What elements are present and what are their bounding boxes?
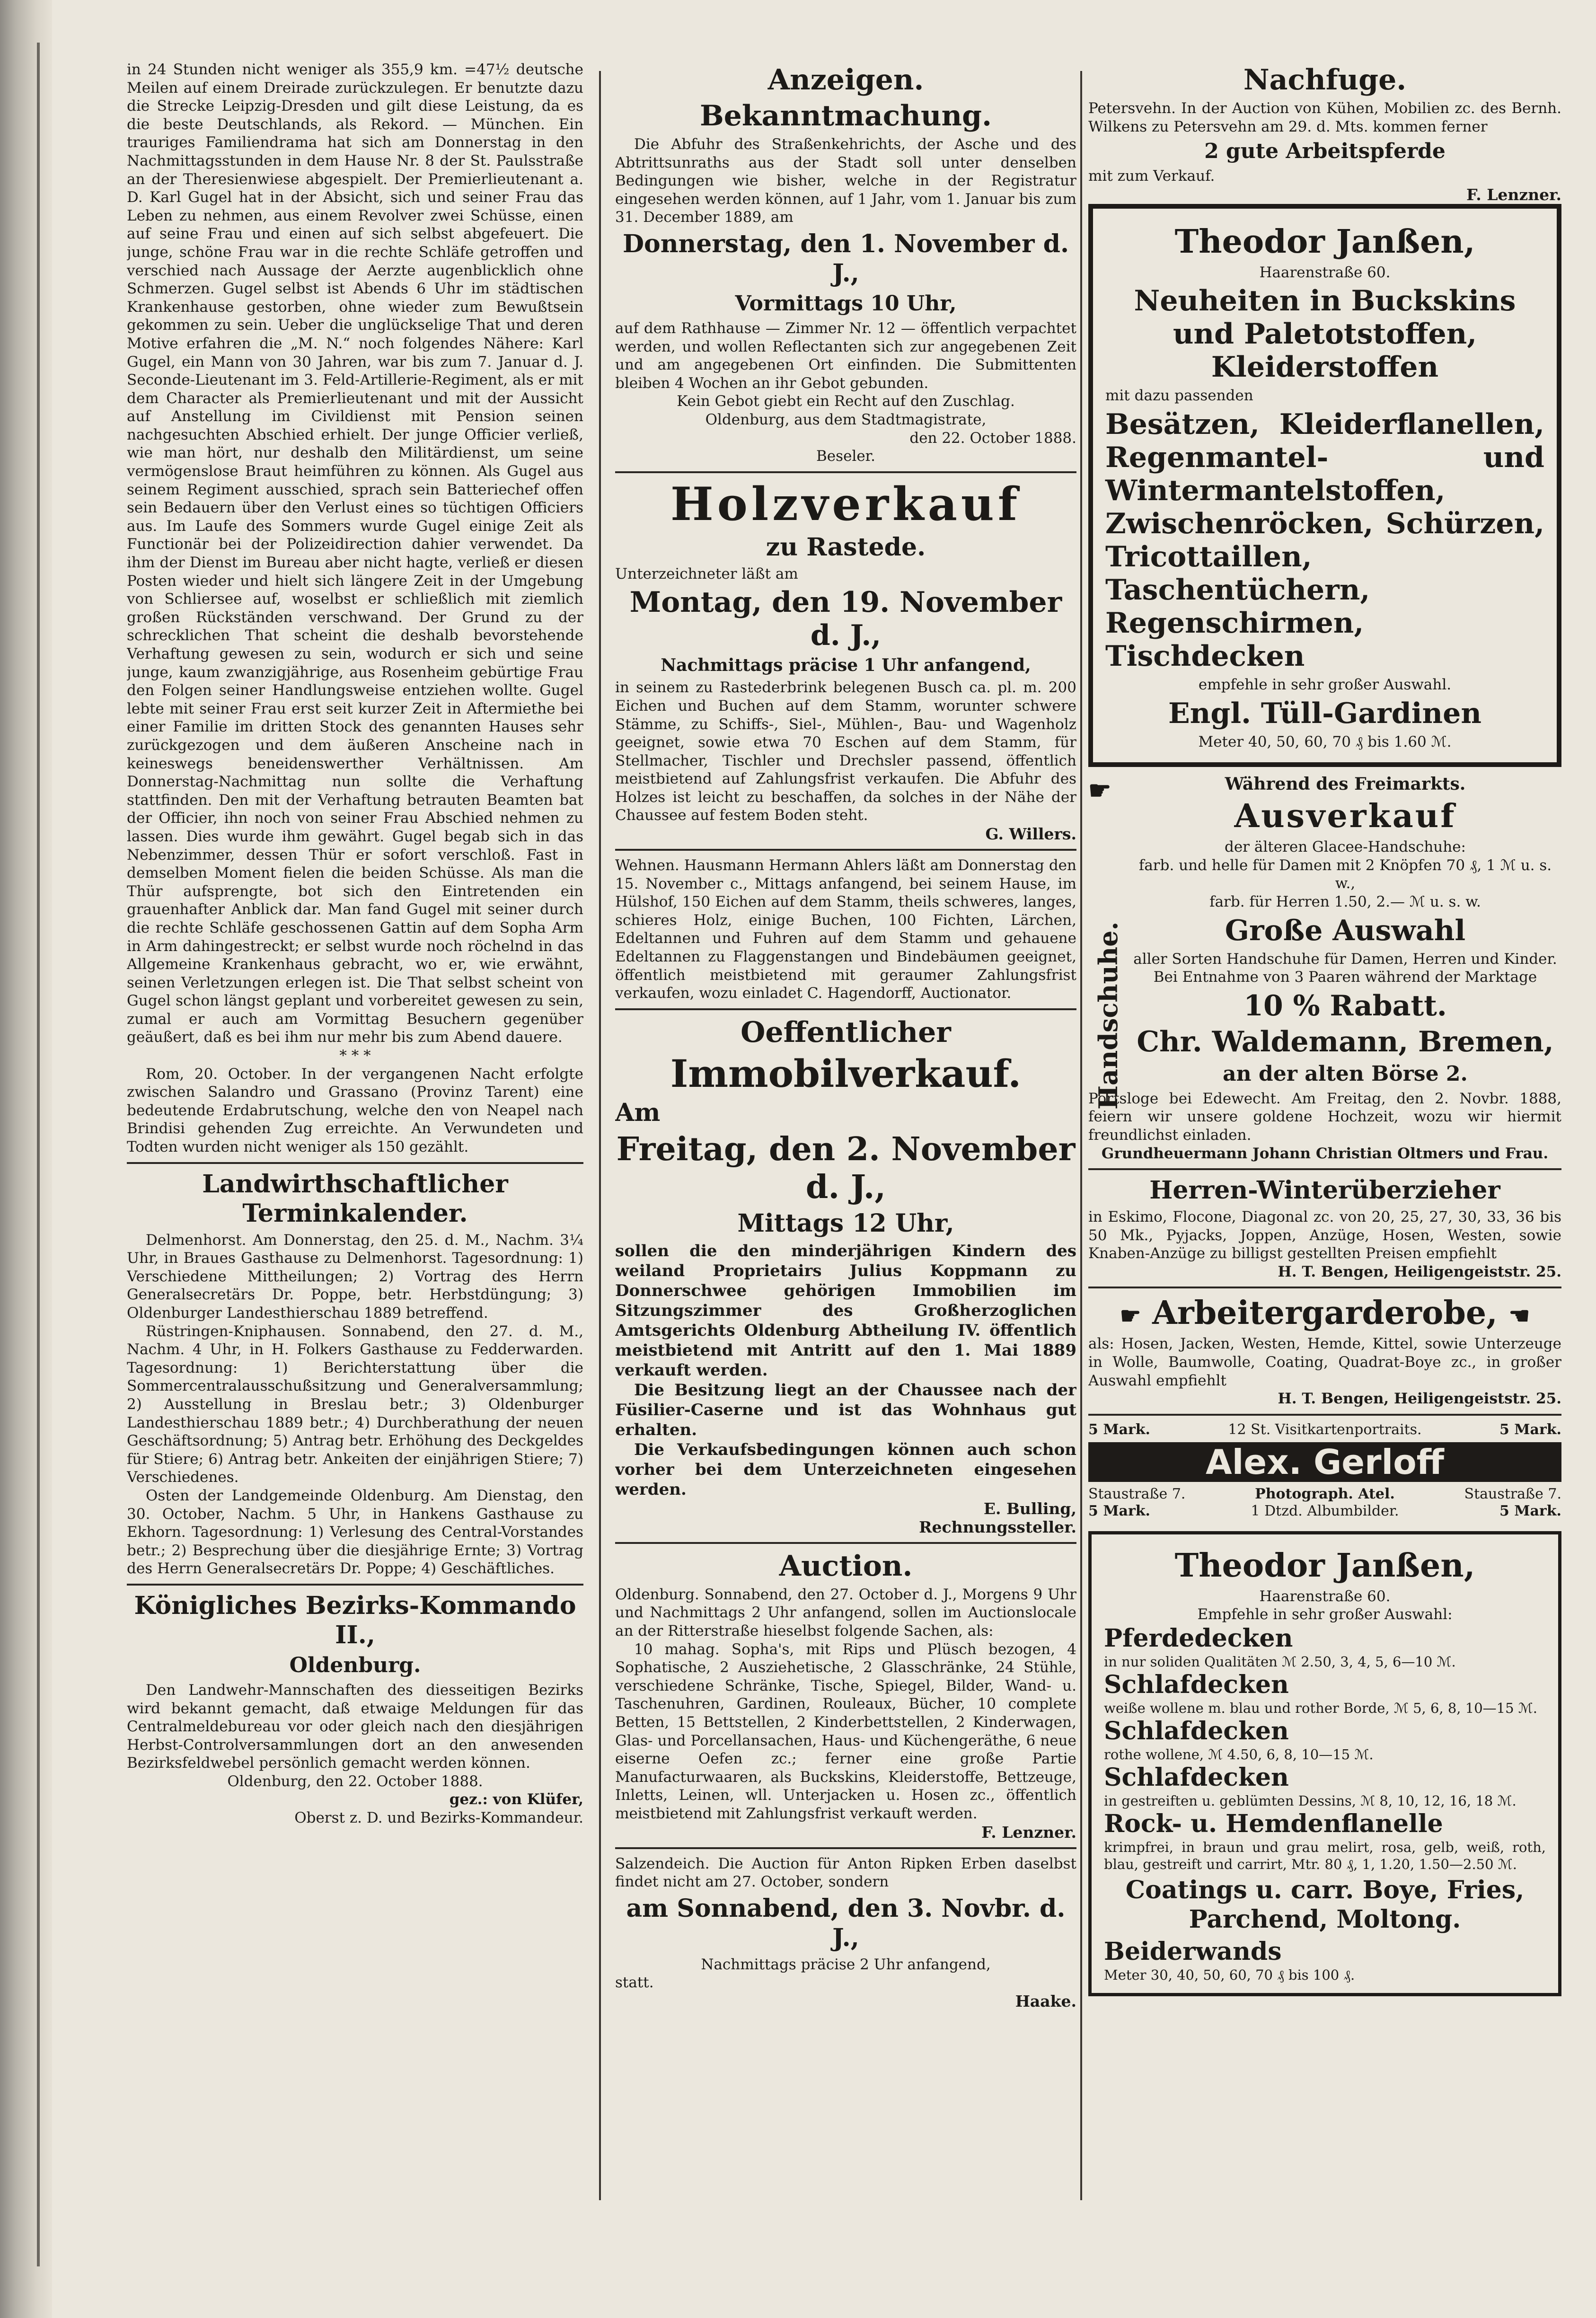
divider — [615, 1008, 1076, 1010]
janssen-address: Haarenstraße 60. — [1259, 264, 1391, 281]
book-binding — [0, 0, 52, 2318]
column-rule-2 — [1080, 71, 1082, 2200]
salzendeich-time: Nachmittags präcise 2 Uhr anfangend, — [701, 1956, 991, 1973]
ausverkauf-entnahme: Bei Entnahme von 3 Paaren während der Marktage — [1153, 969, 1537, 986]
nachfuge-text: Petersvehn. In der Auction von Kühen, Mobilien zc. des Bernh. Wilkens zu Petersvehn am 29. d. Mts. kommen ferner — [1088, 100, 1561, 135]
nachfuge-text-2: mit zum Verkauf. — [1088, 167, 1215, 185]
nachfuge-heading: Nachfuge. — [1243, 63, 1407, 97]
holzverkauf-place: zu Rastede. — [766, 532, 926, 562]
janssen-name: Theodor Janßen, — [1174, 222, 1475, 261]
schlafdecken-heading-3: Schlafdecken — [1104, 1763, 1289, 1792]
waldemann-address: an der alten Börse 2. — [1223, 1061, 1468, 1086]
divider — [615, 471, 1076, 473]
holzverkauf-text: in seinem zu Rastederbrink belegenen Busch ca. pl. m. 200 Eichen und Buchen auf dem Stamm, worunter schwere Stämme, zu Schiffs-, Siel-, Mühlen-, Bau- und Wagenholz geeignet, sowie etwa 70 Eschen auf dem Stamm, für Stellmacher, Tischler und Drechsler passend, öffentlich meistbietend auf Zahlungsfrist verkaufen. Die Abfuhr des Holzes ist leicht zu beschaffen, da solches in der Nähe der Chaussee auf festem Boden steht. — [615, 679, 1076, 824]
portsloge-text: Portsloge bei Edewecht. Am Freitag, den 2. Novbr. 1888, feiern wir unsere goldene Hochzeit, wozu wir hiermit freundlichst einladen. — [1088, 1090, 1561, 1144]
salzendeich-statt: statt. — [615, 1974, 654, 1992]
janssen-products: Besätzen, Kleiderflanellen, Regenmantel- und Wintermantelstoffen, Zwischenröcken, Schürzen, Tricottaillen, Taschentüchern, Regenschirmen, Tischdecken — [1105, 407, 1544, 673]
auction-items: 10 mahag. Sopha's, mit Rips und Plüsch bezogen, 4 Sophatische, 2 Ausziehetische, 2 Glasschränke, 24 Stühle, verschiedene Schränke, Tische, Spiegel, Bilder, Wand- u. Taschenuhren, Gardinen, Rouleaux, Bücher, 10 complete Betten, 15 Bettstellen, 2 Kinderbettstellen, 2 Kinderwagen, Glas- und Porcellansachen, Haus- und Küchengeräthe, 6 neue eiserne Oefen zc.; ferner eine große Partie Manufacturwaaren, als Buckskins, Kleiderstoffe, Bettzeuge, Inletts, Leinen, wll. Unterjacken u. Hosen zc., öffentlich meistbietend mit Zahlungsfrist verkauft werden. — [615, 1640, 1076, 1822]
divider — [1088, 1168, 1561, 1170]
holzverkauf-intro: Unterzeichneter läßt am — [615, 565, 798, 582]
binding-edge — [37, 43, 40, 2266]
salzendeich-text: Salzendeich. Die Auction für Anton Ripken Erben daselbst findet nicht am 27. October, sondern — [615, 1855, 1076, 1891]
divider — [127, 1162, 583, 1164]
gerloff-banner: Alex. Gerloff — [1088, 1442, 1561, 1482]
holzverkauf-date: Montag, den 19. November d. J., — [629, 586, 1062, 652]
auction-intro: Oldenburg. Sonnabend, den 27. October d. J., Morgens 9 Uhr und Nachmittags 2 Uhr anfangend, sollen im Auctionslocale an der Ritterstraße hieselbst folgende Sachen, als: — [615, 1586, 1076, 1639]
janssen-ad-1 — [1088, 204, 1561, 767]
salzendeich-date: am Sonnabend, den 3. Novbr. d. J., — [626, 1894, 1066, 1952]
bekanntmachung-heading: Bekanntmachung. — [700, 99, 992, 132]
bekanntmachung-date: Donnerstag, den 1. November d. J., — [622, 229, 1069, 288]
termin-title: Landwirthschaftlicher Terminkalender. — [202, 1169, 508, 1228]
handschuhe-ad — [1088, 774, 1561, 1110]
janssen-recommend: empfehle in sehr großer Auswahl. — [1198, 676, 1452, 693]
bekanntmachung-signature: Beseler. — [816, 448, 875, 465]
schlafdecken-text-2: rothe wollene, ℳ 4.50, 6, 8, 10—15 ℳ. — [1104, 1746, 1374, 1763]
gerloff-row-2: Staustraße 7. Photograph. Atel. Staustraße 7. — [1088, 1485, 1561, 1502]
janssen-gardinen: Engl. Tüll-Gardinen — [1168, 696, 1481, 730]
immobilverkauf-signature: E. Bulling, — [983, 1499, 1076, 1518]
handschuhe-side-label: ☛ Handschuhe. — [1088, 775, 1123, 1110]
wehnen-text: Wehnen. Hausmann Hermann Ahlers läßt am Donnerstag den 15. November c., Mittags anfangend, bei seinem Hause, im Hülshof, 150 Eichen auf dem Stamm, theils schweres, langes, schieres Holz, einige Buchen, 100 Fichten, Lärchen, Edeltannen und Fuhren auf dem Stamm und gehauene Edeltannen zu Flaggenstangen und Bindebäumen geeignet, öffentlich meistbietend mit geraumer Zahlungsfrist verkaufen, wozu einladet C. Hagendorff, Auctionator. — [615, 857, 1076, 1002]
column-3 — [1088, 61, 1561, 2237]
kommando-text: Den Landwehr-Mannschaften des diesseitigen Bezirks wird bekannt gemacht, daß etwaige Meldungen für das Centralmeldebureau vor oder gleich nach den diesjährigen Herbst-Controlversammlungen dort an den anwesenden Bezirksfeldwebel persönlich gemacht werden können. — [127, 1681, 583, 1772]
termin-ruestringen: Rüstringen-Kniphausen. Sonnabend, den 27. d. M., Nachm. 4 Uhr, in H. Folkers Gasthause zu Fedderwarden. Tagesordnung: 1) Berichterstattung über die Sommercentralausschußsitzung und Generalversammlung; 2) Ausstellung in Breslau betr.; 3) Oldenburger Landesthierschau 1889 betr.; 4) Durchberathung der neuen Geschäftsordnung; 5) Antrag betr. Erhöhung des Deckgeldes für Stiere; 6) Antrag betr. Ankeiten der einjährigen Stiere; 7) Verschiedenes. — [127, 1322, 583, 1486]
janssen-headline: Neuheiten in Buckskins und Paletotstoffen, Kleiderstoffen — [1134, 284, 1516, 384]
immobilverkauf-text: sollen die den minderjährigen Kindern des weiland Proprietairs Julius Koppmann zu Donnerschwee gehörigen Immobilien im Sitzungszimmer des Großherzoglichen Amtsgerichts Oldenburg Abtheilung IV. öffentlich meistbietend mit Antritt auf den 1. Mai 1889 verkauft werden. — [615, 1241, 1076, 1380]
bekanntmachung-text: Die Abfuhr des Straßenkehrichts, der Asche und des Abtrittsunraths aus der Stadt soll unter denselben Bedingungen wie bisher, welche in der Registratur eingesehen werden können, auf 1 Jahr, vom 1. Januar bis zum 31. December 1889, am — [615, 136, 1076, 226]
freimarkt-heading: Während des Freimarkts. — [1225, 774, 1466, 794]
bekanntmachung-date-2: den 22. October 1888. — [909, 429, 1076, 447]
gerloff-row-3: 5 Mark. 1 Dtzd. Albumbilder. 5 Mark. — [1088, 1502, 1561, 1519]
ausverkauf-damen: farb. und helle für Damen mit 2 Knöpfen 70 ₰, 1 ℳ u. s. w., — [1138, 856, 1552, 892]
handschuhe-body — [1129, 774, 1561, 1087]
immobilverkauf-time: Mittags 12 Uhr, — [737, 1208, 954, 1238]
beiderwands-heading: Beiderwands — [1104, 1937, 1282, 1966]
immobilverkauf-text-2: Die Besitzung liegt an der Chaussee nach der Füsilier-Caserne und ist das Wohnhaus gut erhalten. — [615, 1380, 1076, 1439]
arbeitergarderobe-text: als: Hosen, Jacken, Westen, Hemde, Kittel, sowie Unterzeuge in Wolle, Baumwolle, Coating, Quadrat-Boye zc., in großer Auswahl empfiehlt — [1088, 1335, 1561, 1389]
divider — [1088, 1287, 1561, 1288]
divider — [127, 1584, 583, 1586]
divider — [615, 1847, 1076, 1849]
kommando-date: Oldenburg, den 22. October 1888. — [227, 1772, 483, 1790]
termin-delmenhorst: Delmenhorst. Am Donnerstag, den 25. d. M., Nachm. 3¼ Uhr, in Braues Gasthause zu Delmenhorst. Tagesordnung: 1) Verschiedene Mittheilungen; 2) Vortrag des Herrn Generalsecretärs Dr. Poppe, betr. Herbstdüngung; 3) Oldenburger Landesthierschau 1889 betreffend. — [127, 1231, 583, 1322]
herren-text: in Eskimo, Flocone, Diagonal zc. von 20, 25, 27, 30, 33, 36 bis 50 Mk., Pyjacks, Joppen, Anzüge, Hosen, Westen, sowie Knaben-Anzüge zu billigst gestellten Preisen empfiehlt — [1088, 1208, 1561, 1262]
janssen-ad-2 — [1088, 1531, 1561, 1996]
schlafdecken-heading-2: Schlafdecken — [1104, 1717, 1289, 1746]
ausverkauf-glacee: der älteren Glacee-Handschuhe: — [1224, 838, 1466, 856]
coatings-heading: Coatings u. carr. Boye, Fries, Parchend, Moltong. — [1125, 1876, 1525, 1934]
ausverkauf-heading: Ausverkauf — [1234, 797, 1456, 836]
janssen2-name: Theodor Janßen, — [1174, 1546, 1475, 1585]
janssen2-intro: Empfehle in sehr großer Auswahl: — [1197, 1606, 1453, 1623]
kommando-signature: gez.: von Klüfer, — [449, 1791, 583, 1808]
kommando-subtitle: Oldenburg. — [289, 1653, 421, 1677]
schlafdecken-text-3: in gestreiften u. geblümten Dessins, ℳ 8, 10, 12, 16, 18 ℳ. — [1104, 1793, 1517, 1809]
janssen2-address: Haarenstraße 60. — [1259, 1587, 1391, 1605]
waldemann-name: Chr. Waldemann, Bremen, — [1137, 1025, 1554, 1058]
bekanntmachung-time: Vormittags 10 Uhr, — [735, 291, 957, 316]
holzverkauf-time: Nachmittags präcise 1 Uhr anfangend, — [661, 655, 1031, 676]
herren-heading: Herren-Winterüberzieher — [1149, 1176, 1500, 1205]
column-2 — [615, 61, 1076, 2237]
rabatt: 10 % Rabatt. — [1243, 989, 1447, 1022]
news-gugel: in 24 Stunden nicht weniger als 355,9 km. =47½ deutsche Meilen auf einem Dreirade zurückzulegen. Er benutzte dazu die Strecke Leipzig-Dresden und gilt diese Leistung, da es die beste Deutschlands, als Rekord. — München. Ein trauriges Familiendrama hat sich am Donnerstag in den Nachmittagsstunden in dem Hause Nr. 8 der St. Paulsstraße an der Theresienwiese abgespielt. Der Premierlieutenant a. D. Karl Gugel hat in der Absicht, sich und seiner Frau das Leben zu nehmen, aus einem Revolver zwei Schüsse, einen auf seine Frau und einen auf sich selbst abgefeuert. Die junge, schöne Frau war in die rechte Schläfe getroffen und verschied nach Aussage der Aerzte augenblicklich ohne Schmerzen. Gugel selbst ist Abends 6 Uhr im städtischen Krankenhause gestorben, ohne wieder zum Bewußtsein gekommen zu sein. Ueber die unglückselige That und deren Motive erfahren die „M. N.“ noch folgendes Nähere: Karl Gugel, ein Mann von 30 Jahren, war bis zum 7. Januar d. J. Seconde-Lieutenant im 3. Feld-Artillerie-Regiment, als er mit dem Character als Premierlieutenant und mit der Aussicht auf Anstellung im Civildienst mit Pension seinen nachgesuchten Abschied erhielt. Der junge Officier verließ, wie man hört, nur deshalb den Militärdienst, um seine vermögenslose Braut heimführen zu können. Als Gugel aus seinem Regiment ausschied, sprach sein Batteriechef offen sein Bedauern über den Verlust eines so tüchtigen Officiers aus. Im Laufe des Sommers wurde Gugel einige Zeit als Functionär bei der Polizeidirection dahier verwendet. Da ihm der Dienst im Bureau aber nicht hagte, verließ er diesen Posten wieder und hielt sich längere Zeit in der Umgebung von Schliersee auf, woselbst er schließlich mit ziemlich großen Rückständen verschwand. Der Grund zu der schrecklichen That scheint die deshalb bevorstehende Verhaftung gewesen zu sein, wodurch er sich und seine junge, kaum zwanzigjährige, aus Rosenheim gebürtige Frau den Folgen seiner Handlungsweise entziehen wollte. Gugel lebte mit seiner Frau erst seit kurzer Zeit in Aftermiethe bei einer Familie im dritten Stock des genannten Hauses sehr zurückgezogen und dem äußeren Anscheine nach in keineswegs beneidenswerther Verhältnissen. Am Donnerstag-Nachmittag nun sollte die Verhaftung stattfinden. Den mit der Verhaftung betrauten Beamten bat der Officier, ihn noch von seiner Frau Abschied nehmen zu lassen. Dies wurde ihm gewährt. Gugel begab sich in das Nebenzimmer, dessen Thür er sofort verschloß. Fast in demselben Moment fielen die beiden Schüsse. Als man die Thür aufsprengte, bot sich den Eintretenden ein grauenhafter Anblick dar. Man fand Gugel mit seiner durch die rechte Schläfe geschossenen Gattin auf dem Sopha Arm in Arm dahingestreckt; er selbst wurde noch röchelnd in das Allgemeine Krankenhaus gebracht, wo er, wie erwähnt, seinen Verletzungen erlegen ist. Die That selbst scheint von Gugel schon längst geplant und vorbereitet gewesen zu sein, zumal er auch am Vormittag Besuchern gegenüber geäußert, daß es bei ihm nur mehr bis zum Abend dauere. — [127, 61, 583, 1046]
schlafdecken-text-1: weiße wollene m. blau und rother Borde, ℳ 5, 6, 8, 10—15 ℳ. — [1104, 1700, 1537, 1717]
gerloff-row-1: 5 Mark. 12 St. Visitkartenportraits. 5 Mark. — [1088, 1421, 1561, 1438]
column-1 — [127, 61, 583, 2237]
oeffentlicher-heading: Oeffentlicher — [741, 1015, 951, 1049]
bekanntmachung-place: Oldenburg, aus dem Stadtmagistrate, — [705, 411, 987, 428]
immobilverkauf-date: Freitag, den 2. November d. J., — [616, 1130, 1076, 1206]
anzeigen-heading: Anzeigen. — [767, 63, 924, 97]
pferdedecken-heading: Pferdedecken — [1104, 1624, 1293, 1653]
kommando-title: Königliches Bezirks-Kommando II., — [134, 1591, 576, 1649]
pointing-hand-icon: ☛ — [1088, 775, 1111, 806]
flanelle-heading: Rock- u. Hemdenflanelle — [1104, 1809, 1443, 1839]
divider — [1088, 1414, 1561, 1416]
grosse-auswahl: Große Auswahl — [1225, 914, 1466, 947]
column-rule-1 — [599, 71, 601, 2200]
immobilverkauf-am: Am — [615, 1098, 661, 1127]
pferdedecken-text: in nur soliden Qualitäten ℳ 2.50, 3, 4, 5, 6—10 ℳ. — [1104, 1654, 1456, 1670]
janssen-intro: mit dazu passenden — [1105, 387, 1253, 405]
immobilverkauf-heading: Immobilverkauf. — [670, 1051, 1022, 1096]
kommando-rank: Oberst z. D. und Bezirks-Kommandeur. — [294, 1809, 583, 1827]
divider — [615, 849, 1076, 851]
news-rom: Rom, 20. October. In der vergangenen Nacht erfolgte zwischen Salandro und Grassano (Provinz Tarent) eine bedeutende Erdabrutschung, welche den von Neapel nach Brindisi gehenden Zug erreichte. An Verwundeten und Todten wurden nicht weniger als 150 gezählt. — [127, 1065, 583, 1156]
immobilverkauf-text-3: Die Verkaufsbedingungen können auch schon vorher bei dem Unterzeichneten eingesehen werden. — [615, 1440, 1076, 1499]
arbeitergarderobe-signature: H. T. Bengen, Heiligengeiststr. 25. — [1278, 1390, 1561, 1408]
flanelle-text: krimpfrei, in braun und grau melirt, rosa, gelb, weiß, roth, blau, gestreift und carrirt, Mtr. 80 ₰, 1, 1.20, 1.50—2.50 ℳ. — [1104, 1839, 1546, 1873]
ausverkauf-sorten: aller Sorten Handschuhe für Damen, Herren und Kinder. — [1133, 950, 1557, 968]
portsloge-signature: Grundheuermann Johann Christian Oltmers und Frau. — [1101, 1145, 1549, 1162]
bekanntmachung-text-3: Kein Gebot giebt ein Recht auf den Zuschlag. — [677, 393, 1015, 410]
arbeitergarderobe-heading: ☛ Arbeitergarderobe, ☚ — [1120, 1294, 1530, 1332]
nachfuge-signature: F. Lenzner. — [1466, 185, 1561, 204]
holzverkauf-heading: Holzverkauf — [670, 477, 1021, 531]
beiderwands-text: Meter 30, 40, 50, 60, 70 ₰ bis 100 ₰. — [1104, 1967, 1355, 1983]
holzverkauf-signature: G. Willers. — [985, 825, 1076, 844]
auction-signature: F. Lenzner. — [981, 1823, 1076, 1842]
salzendeich-signature: Haake. — [1015, 1992, 1076, 2010]
schlafdecken-heading-1: Schlafdecken — [1104, 1670, 1289, 1700]
immobilverkauf-signature-role: Rechnungssteller. — [919, 1517, 1076, 1536]
bekanntmachung-text-2: auf dem Rathhause — Zimmer Nr. 12 — öffentlich verpachtet werden, und wollen Reflectanten sich zur angegebenen Zeit und am angegebenen Ort einfinden. Die Submittenten bleiben 4 Wochen an ihr Gebot gebunden. — [615, 319, 1076, 392]
ausverkauf-herren: farb. für Herren 1.50, 2.— ℳ u. s. w. — [1209, 893, 1481, 910]
pointing-hand-icon: ☛ — [1120, 1301, 1141, 1330]
nachfuge-highlight: 2 gute Arbeitspferde — [1204, 139, 1446, 164]
auction-heading: Auction. — [779, 1549, 913, 1583]
divider — [615, 1542, 1076, 1544]
termin-osten: Osten der Landgemeinde Oldenburg. Am Dienstag, den 30. October, Nachm. 5 Uhr, in Hankens Gasthause zu Ekhorn. Tagesordnung: 1) Verlesung des Central-Vorstandes betr.; 2) Besprechung über die diesjährige Ernte; 3) Vortrag des Herrn Generalsecretärs Dr. Poppe; 4) Geschäftliches. — [127, 1487, 583, 1578]
janssen-prices: Meter 40, 50, 60, 70 ₰ bis 1.60 ℳ. — [1198, 733, 1452, 750]
pointing-hand-icon: ☚ — [1508, 1301, 1530, 1330]
herren-signature: H. T. Bengen, Heiligengeiststr. 25. — [1278, 1263, 1561, 1280]
section-stars: * * * — [339, 1047, 371, 1065]
